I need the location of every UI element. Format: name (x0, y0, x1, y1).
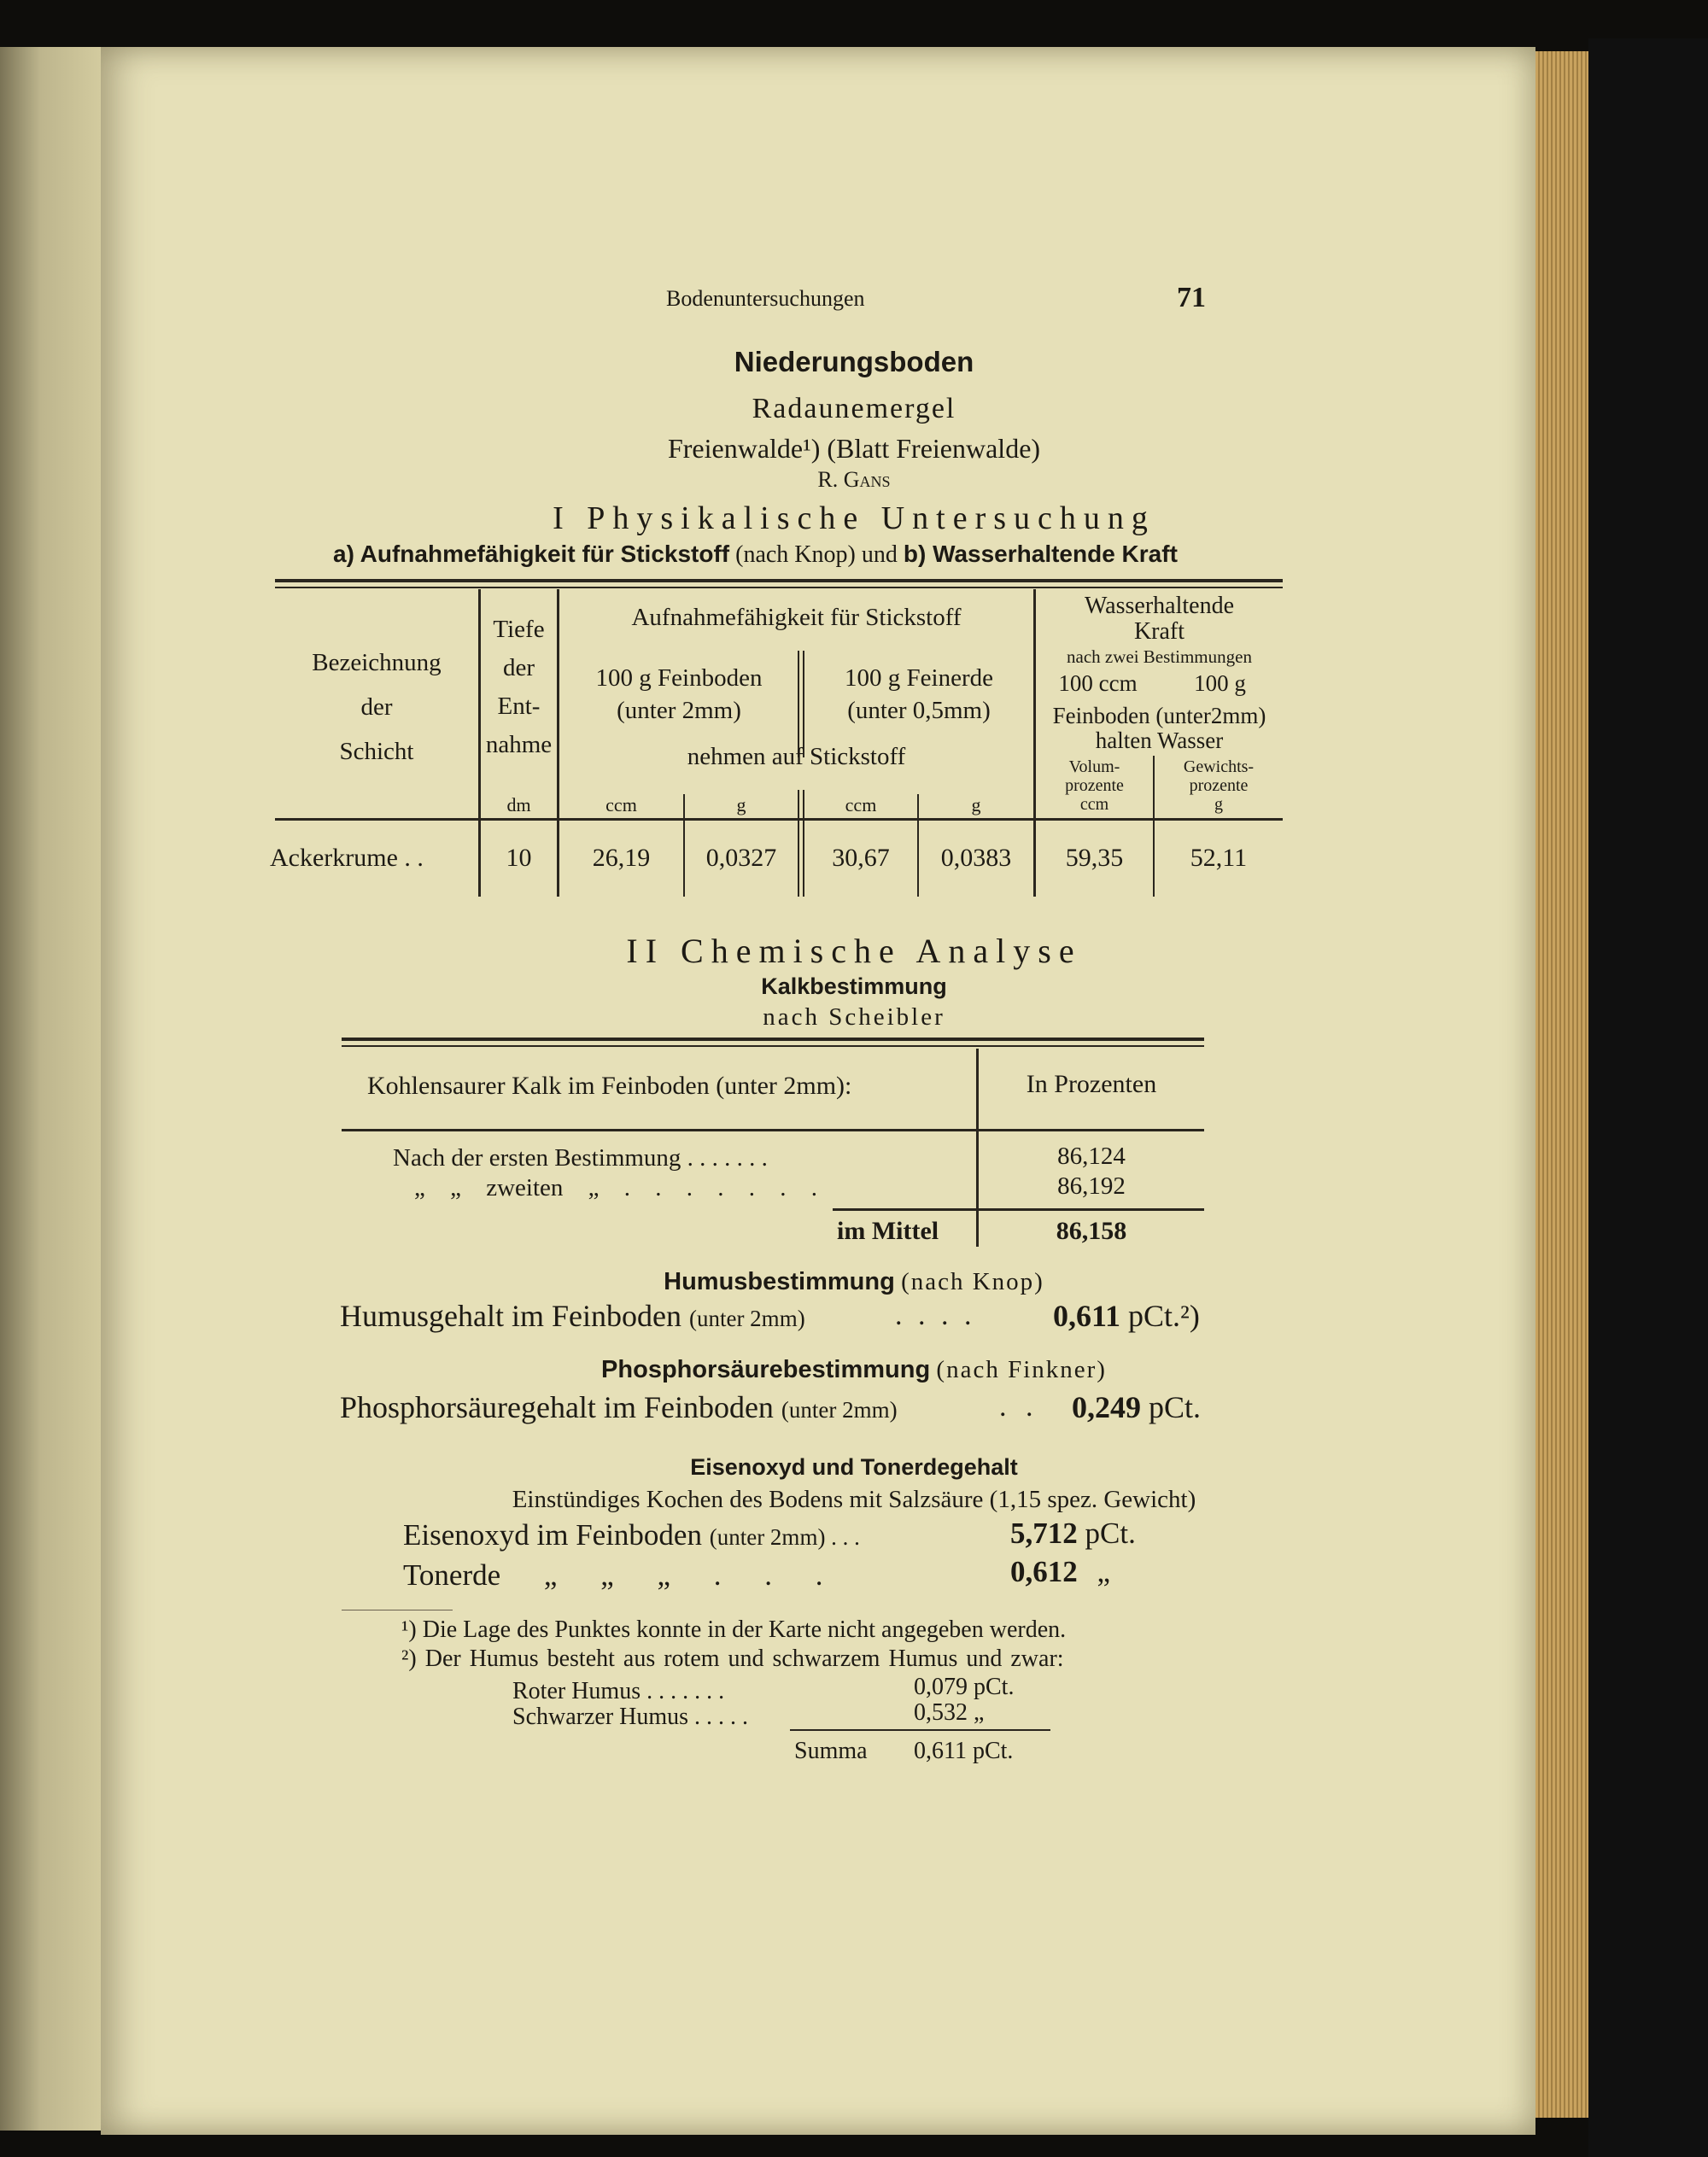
header-line: 100 g Feinerde (845, 664, 993, 692)
phos-dots: . . (999, 1391, 1033, 1423)
eisen-title: Eisenoxyd und Tonerdegehalt (690, 1454, 1018, 1480)
header-tiefe (481, 611, 557, 764)
phos-number: 0,249 (1072, 1390, 1141, 1424)
eisen-number: 5,712 (1010, 1517, 1078, 1550)
unit-g: g (736, 794, 746, 815)
book-cover (1588, 38, 1708, 2157)
humus-dots: . . . . (895, 1300, 972, 1331)
row-name: Ackerkrume . . (270, 844, 424, 872)
header-line: ccm (1079, 795, 1109, 814)
table1-header-rule (275, 818, 1283, 821)
header-line: der (360, 693, 393, 721)
humus-title-tail: (nach Knop) (901, 1268, 1044, 1295)
cell-fe-ccm: 30,67 (832, 844, 890, 872)
header-line: Kraft (1133, 618, 1185, 645)
unit-ccm: ccm (605, 794, 637, 815)
section2-title: II Chemische Analyse (626, 932, 1082, 970)
header-line: nahme (485, 731, 553, 758)
subtitle-a: a) Aufnahmefähigkeit für Stickstoff (333, 541, 730, 567)
header-line: Gewichts- (1183, 757, 1255, 776)
header-line: der (502, 654, 535, 681)
tonerde-unit: „ (1097, 1555, 1111, 1588)
humus-number: 0,611 (1053, 1299, 1121, 1333)
page-number: 71 (1177, 282, 1206, 313)
summa-rule (790, 1729, 1050, 1731)
eisen-value (1010, 1517, 1136, 1551)
header-100g: 100 g (1194, 670, 1246, 696)
kalk-row-2-value: 86,192 (1057, 1172, 1126, 1200)
page-title: Niederungsboden (734, 346, 974, 377)
table1-top-rule (275, 579, 1283, 582)
humus-title-bold: Humusbestimmung (664, 1268, 895, 1295)
humus-title (427, 1268, 1281, 1296)
eisen-unter: (unter 2mm) . . . (709, 1524, 860, 1550)
header-line: g (1214, 795, 1223, 814)
tonerde-value (1010, 1555, 1110, 1589)
unit-ccm: ccm (845, 794, 877, 815)
subtitle-b: b) Wasserhaltende Kraft (903, 541, 1178, 567)
cell-fb-ccm: 26,19 (592, 844, 651, 872)
section1-subtitle (333, 541, 1178, 569)
table1-vline (798, 790, 799, 897)
tonerde-number: 0,612 (1010, 1555, 1078, 1588)
cell-gew: 52,11 (1190, 844, 1248, 872)
table2-top-rule (342, 1038, 1204, 1041)
header-line: prozente (1189, 776, 1249, 795)
table1-top-rule-2 (275, 587, 1283, 588)
footnote-2: ²) Der Humus besteht aus rotem und schwarzem Humus und zwar: (401, 1646, 1064, 1672)
header-line: prozente (1065, 776, 1124, 795)
roter-humus-value: 0,079 pCt. (914, 1674, 1015, 1700)
header-gewicht (1155, 757, 1283, 814)
kalk-head-left: Kohlensaurer Kalk im Feinboden (unter 2mm): (367, 1072, 852, 1100)
location: Freienwalde¹) (Blatt Freienwalde) (667, 433, 1041, 464)
phos-title-bold: Phosphorsäurebestimmung (601, 1356, 931, 1383)
kalk-sub: nach Scheibler (763, 1003, 945, 1031)
phos-unter: (unter 2mm) (781, 1397, 898, 1423)
header-100ccm: 100 ccm (1058, 670, 1138, 696)
header-bezeichnung (275, 640, 478, 774)
subtitle: Radaunemergel (752, 393, 956, 424)
header-wasser (1036, 593, 1283, 645)
eisen-sub: Einstündiges Kochen des Bodens mit Salzsäure (1,15 spez. Gewicht) (512, 1486, 1196, 1513)
phos-title (427, 1356, 1281, 1384)
cell-fe-g: 0,0383 (940, 844, 1012, 872)
humus-value (1053, 1298, 1200, 1334)
header-line: 100 g Feinboden (595, 664, 763, 692)
mittel-value: 86,158 (1056, 1217, 1127, 1245)
phos-text: Phosphorsäuregehalt im Feinboden (340, 1390, 774, 1424)
header-line: Volum- (1068, 757, 1120, 776)
kalk-row-1-value: 86,124 (1057, 1143, 1126, 1170)
summa-label: Summa (794, 1738, 868, 1764)
kalk-head-right: In Prozenten (1026, 1070, 1157, 1098)
cell-vol: 59,35 (1065, 844, 1124, 872)
header-line: Schicht (339, 738, 414, 765)
humus-line (340, 1298, 805, 1334)
eisen-unit: pCt. (1085, 1517, 1136, 1550)
kalk-row-1-label: Nach der ersten Bestimmung . . . . . . . (393, 1144, 768, 1172)
page-stack-edge (1535, 51, 1588, 2118)
eisen-text: Eisenoxyd im Feinboden (403, 1518, 702, 1552)
mittel-label: im Mittel (837, 1217, 939, 1245)
unit-g: g (971, 794, 981, 815)
header-feinboden-unter: Feinboden (unter2mm) (1052, 703, 1266, 728)
header-nach-zwei: nach zwei Bestimmungen (1067, 646, 1252, 667)
roter-humus-label: Roter Humus . . . . . . . (512, 1678, 725, 1704)
running-title: Bodenuntersuchungen (666, 286, 865, 311)
humus-text: Humusgehalt im Feinboden (340, 1299, 681, 1333)
subtitle-mid: (nach Knop) und (735, 541, 898, 568)
cell-tiefe: 10 (506, 844, 532, 872)
header-line: (unter 0,5mm) (847, 697, 991, 724)
phos-line (340, 1389, 898, 1425)
header-line: (unter 2mm) (617, 697, 741, 724)
header-feinerde (804, 662, 1033, 727)
table2-top-rule-2 (342, 1045, 1204, 1047)
header-line: Ent- (497, 693, 541, 720)
footnote-1: ¹) Die Lage des Punktes konnte in der Karte nicht angegeben werden. (401, 1616, 1067, 1643)
header-aufnahme: Aufnahmefähigkeit für Stickstoff (631, 604, 962, 631)
header-line: Wasserhaltende (1085, 593, 1234, 619)
humus-unit: pCt.²) (1128, 1299, 1200, 1333)
eisen-line (403, 1518, 860, 1552)
cell-fb-g: 0,0327 (705, 844, 777, 872)
phos-unit: pCt. (1149, 1390, 1202, 1424)
header-line: Bezeichnung (312, 649, 442, 676)
section1-title: I Physikalische Untersuchung (553, 500, 1155, 536)
schwarzer-humus-label: Schwarzer Humus . . . . . (512, 1704, 749, 1730)
header-line: Tiefe (493, 616, 545, 643)
kalk-row-2-label: „ „ zweiten „ . . . . . . . (414, 1174, 818, 1201)
kalk-title: Kalkbestimmung (761, 973, 947, 999)
schwarzer-humus-value: 0,532 „ (914, 1699, 985, 1726)
header-halten: halten Wasser (1095, 728, 1224, 753)
humus-unter: (unter 2mm) (688, 1306, 805, 1331)
header-volum (1036, 757, 1153, 814)
summa-value: 0,611 pCt. (914, 1738, 1014, 1764)
header-feinboden (559, 662, 798, 727)
author: R. Gans (817, 467, 891, 492)
phos-title-tail: (nach Finkner) (936, 1356, 1107, 1383)
table2-mittel-rule (833, 1208, 1204, 1211)
unit-dm: dm (506, 794, 531, 815)
tonerde-line: Tonerde „ „ „ . . . (403, 1558, 823, 1592)
phos-value (1072, 1389, 1201, 1425)
header-nehmen: nehmen auf Stickstoff (687, 743, 906, 770)
table2-header-rule (342, 1129, 1204, 1131)
left-page-edge (0, 47, 101, 2131)
